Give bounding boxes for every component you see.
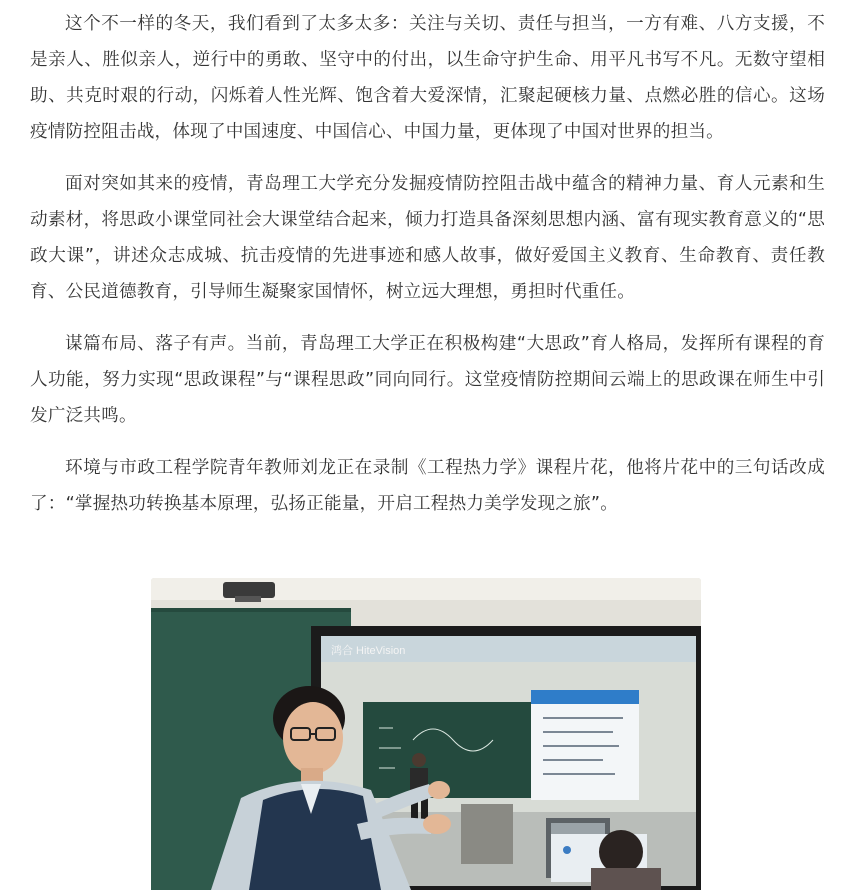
article-paragraph-4: 环境与市政工程学院青年教师刘龙正在录制《工程热力学》课程片花，他将片花中的三句话改成了：“掌握热功转换基本原理，弘扬正能量，开启工程热力美学发现之旅”。 [30,458,825,514]
article-paragraph-3: 谋篇布局、落子有声。当前，青岛理工大学正在积极构建“大思政”育人格局，发挥所有课程的育人功能，努力实现“思政课程”与“课程思政”同向同行。这堂疫情防控期间云端上的思政课在师生中引发广泛共鸣。 [30,334,825,426]
article-photo [151,578,701,890]
article-paragraph-2: 面对突如其来的疫情，青岛理工大学充分发掘疫情防控阻击战中蕴含的精神力量、育人元素和生动素材，将思政小课堂同社会大课堂结合起来，倾力打造具备深刻思想内涵、富有现实教育意义的“思政大课”，讲述众志成城、抗击疫情的先进事迹和感人故事，做好爱国主义教育、生命教育、责任教育、公民道德教育，引导师生凝聚家国情怀，树立远大理想，勇担时代重任。 [30,174,825,302]
article-paragraph-1: 这个不一样的冬天，我们看到了太多太多：关注与关切、责任与担当，一方有难、八方支援，不是亲人、胜似亲人，逆行中的勇敢、坚守中的付出，以生命守护生命、用平凡书写不凡。无数守望相助、共克时艰的行动，闪烁着人性光辉、饱含着大爱深情，汇聚起硬核力量、点燃必胜的信心。这场疫情防控阻击战，体现了中国速度、中国信心、中国力量，更体现了中国对世界的担当。 [30,14,825,142]
classroom-photo [151,578,701,890]
screen-brand-text: 鸿合 HiteVision [331,645,406,657]
article-body [30,6,825,538]
